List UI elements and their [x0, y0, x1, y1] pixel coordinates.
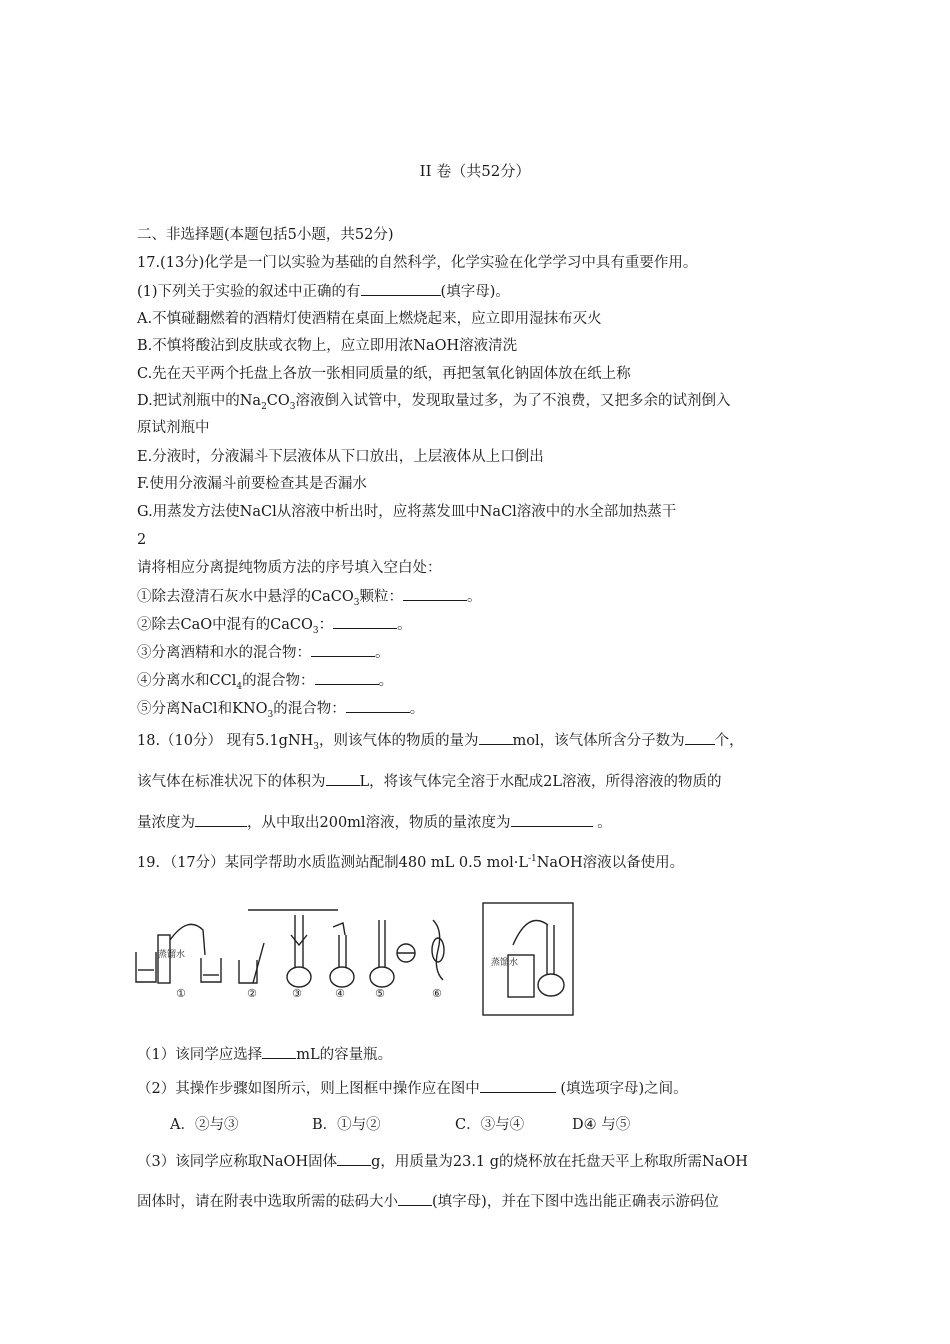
answer-blank[interactable] [337, 1152, 371, 1166]
distilled-water-label-box: 蒸馏水 [491, 958, 519, 968]
q19-option-a: A．②与③ [170, 1117, 239, 1133]
q17-intro: 17.(13分)化学是一门以实验为基础的自然科学，化学实验在化学学习中具有重要作用。 [137, 255, 698, 271]
distilled-water-label: 蒸馏水 [158, 950, 186, 960]
q17-option-g: G.用蒸发方法使NaCl从溶液中析出时，应将蒸发皿中NaCl溶液中的水全部加热蒸干 [137, 504, 677, 520]
answer-blank[interactable] [346, 699, 410, 713]
figure-label-4: ④ [335, 987, 345, 1000]
answer-blank[interactable] [315, 671, 379, 685]
q18-line-2: 该气体在标准状况下的体积为 L，将该气体完全溶于水配成2L溶液，所得溶液的物质的 [137, 774, 722, 790]
answer-blank[interactable] [480, 1079, 556, 1093]
answer-blank[interactable] [361, 282, 441, 296]
q17-option-f: F.使用分液漏斗前要检查其是否漏水 [137, 476, 367, 492]
answer-blank[interactable] [326, 772, 360, 786]
q17-option-a: A.不慎碰翻燃着的酒精灯使酒精在桌面上燃烧起来，应立即用湿抹布灭火 [137, 311, 602, 327]
q19-options [170, 1113, 630, 1134]
experiment-figure [133, 895, 578, 1020]
answer-blank[interactable] [479, 731, 513, 745]
q17-item-2: ②除去CaO中混有的CaCO$_3$： 。 [137, 617, 412, 636]
q19-sub3-line-2: 固体时，请在附表中选取所需的砝码大小 (填字母)，并在下图中选出能正确表示游码位 [137, 1194, 719, 1210]
answer-blank[interactable] [333, 615, 397, 629]
q17-option-d-cont: 原试剂瓶中 [137, 420, 210, 436]
answer-blank[interactable] [511, 813, 593, 827]
q17-option-e: E.分液时，分液漏斗下层液体从下口放出，上层液体从上口倒出 [137, 449, 544, 465]
answer-blank[interactable] [262, 1045, 296, 1059]
answer-blank[interactable] [195, 813, 247, 827]
q17-sub1: (1)下列关于实验的叙述中正确的有 (填字母)。 [137, 284, 510, 300]
q19-sub1: （1）该同学应选择 mL的容量瓶。 [137, 1047, 393, 1063]
answer-blank[interactable] [311, 643, 375, 657]
q19-intro: 19．（17分）某同学帮助水质监测站配制480 mL 0.5 $mol\cdot L^{-1}NaOH$溶液以备使用。 [137, 854, 685, 871]
q18-line-3: 量浓度为 ，从中取出200ml溶液，物质的量浓度为 。 [137, 815, 612, 831]
figure-label-5: ⑤ [375, 987, 385, 1000]
q17-option-c: C.先在天平两个托盘上各放一张相同质量的纸，再把氢氧化钠固体放在纸上称 [137, 366, 631, 382]
figure-label-3: ③ [292, 987, 302, 1000]
q19-option-b: B．①与② [312, 1117, 381, 1133]
part-heading: 二、非选择题(本题包括5小题，共52分) [137, 227, 394, 243]
q18-line-1: 18.（10分） 现有5.1gNH$_3$，则该气体的物质的量为 mol，该气体所含分子数为 个， [137, 733, 744, 752]
q19-option-c: C．③与④ [455, 1117, 525, 1133]
q17-sub2: 2 [137, 532, 147, 548]
figure-label-2: ② [247, 987, 257, 1000]
answer-blank[interactable] [685, 731, 715, 745]
figure-label-1: ① [176, 987, 186, 1000]
q19-sub3: （3）该同学应称取NaOH固体 g，用质量为23.1 g的烧杯放在托盘天平上称取所需NaOH [137, 1154, 748, 1170]
q17-item-3: ③分离酒精和水的混合物： 。 [137, 645, 390, 661]
q17-item-1: ①除去澄清石灰水中悬浮的CaCO$_3$颗粒： 。 [137, 589, 482, 608]
q17-option-b: B.不慎将酸沾到皮肤或衣物上，应立即用浓NaOH溶液清洗 [137, 338, 518, 354]
q19-sub2: （2）其操作步骤如图所示，则上图框中操作应在图中 (填选项字母)之间。 [137, 1081, 688, 1097]
section-title: II 卷（共52分） [419, 162, 531, 180]
figure-label-6: ⑥ [432, 987, 442, 1000]
q19-option-d: D④ 与⑤ [572, 1117, 631, 1133]
q17-sub2-instruction: 请将相应分离提纯物质方法的序号填入空白处： [137, 560, 442, 576]
q17-item-4: ④分离水和CCl$_4$的混合物： 。 [137, 673, 394, 692]
q17-option-d: D.把试剂瓶中的$Na_2CO_3$溶液倒入试管中，发现取量过多，为了不浪费，又把多余的试剂倒入 [137, 393, 731, 412]
answer-blank[interactable] [403, 587, 467, 601]
answer-blank[interactable] [398, 1192, 432, 1206]
q17-item-5: ⑤分离NaCl和$KNO_3$的混合物： 。 [137, 701, 425, 720]
